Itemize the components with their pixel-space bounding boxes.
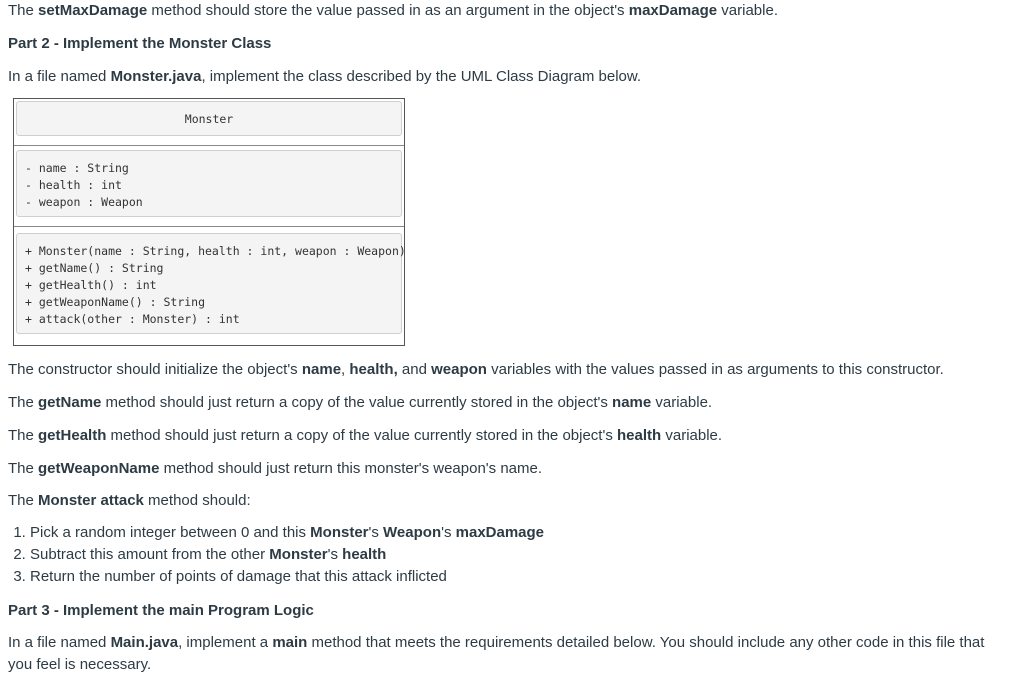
- text: 's: [441, 524, 456, 541]
- text: The: [8, 427, 39, 444]
- text-bold: name: [301, 361, 342, 378]
- text-bold: Weapon: [383, 524, 442, 541]
- uml-method: + attack(other : Monster) : int: [25, 312, 240, 326]
- text-bold: maxDamage: [628, 2, 718, 19]
- uml-methods: [16, 233, 406, 334]
- uml-class-diagram: [13, 98, 405, 346]
- text: ,: [341, 361, 350, 378]
- text: Pick a random integer between 0 and this: [30, 524, 311, 541]
- text-bold: main: [272, 634, 308, 651]
- text: variable.: [661, 427, 723, 444]
- monster-file-paragraph: [8, 66, 641, 88]
- list-item: [30, 566, 544, 588]
- uml-method: + getHealth() : int: [25, 278, 157, 292]
- uml-method: + getName() : String: [25, 261, 164, 275]
- getweaponname-paragraph: [8, 458, 542, 480]
- part3-heading: Part 3 - Implement the main Program Logic: [8, 602, 314, 619]
- text: The constructor should initialize the object's: [8, 361, 302, 378]
- text-bold: weapon: [431, 361, 487, 378]
- text: method that meets the requirements detailed below. You should include any other code in this file that you feel is necessary.: [8, 634, 985, 673]
- uml-class-name: Monster: [16, 101, 402, 136]
- text: method should just return a copy of the value currently stored in the object's: [101, 394, 613, 411]
- text: In a file named: [8, 68, 111, 85]
- text: variables with the values passed in as arguments to this constructor.: [486, 361, 944, 378]
- text-bold: health: [617, 427, 662, 444]
- uml-method: + Monster(name : String, health : int, weapon : Weapon): [25, 244, 406, 258]
- text: variable.: [651, 394, 713, 411]
- text-bold: name: [612, 394, 652, 411]
- attack-steps-list: [8, 522, 544, 588]
- text: and: [397, 361, 432, 378]
- text: The: [8, 2, 39, 19]
- constructor-paragraph: [8, 359, 944, 381]
- uml-attribute: - weapon : Weapon: [25, 195, 143, 209]
- uml-divider: [14, 145, 404, 146]
- text-bold: maxDamage: [455, 524, 545, 541]
- text-bold: getName: [38, 394, 102, 411]
- text: 's: [327, 546, 343, 563]
- text-bold: Monster: [310, 524, 369, 541]
- text: method should just return a copy of the value currently stored in the object's: [106, 427, 618, 444]
- text-bold: Main.java: [110, 634, 179, 651]
- list-item: [30, 544, 544, 566]
- gethealth-paragraph: [8, 425, 722, 447]
- uml-attribute: - health : int: [25, 178, 122, 192]
- text: variable.: [717, 2, 778, 19]
- text: Return the number of points of damage that this attack inflicted: [30, 568, 447, 585]
- text: 's: [368, 524, 384, 541]
- list-item: [30, 522, 544, 544]
- text-bold: Monster attack: [38, 492, 144, 509]
- text-bold: getHealth: [38, 427, 107, 444]
- text-bold: getWeaponName: [38, 460, 160, 477]
- text: The: [8, 394, 39, 411]
- text-bold: Monster.java: [110, 68, 202, 85]
- text-bold: health,: [349, 361, 398, 378]
- text: The: [8, 460, 39, 477]
- uml-attribute: - name : String: [25, 161, 129, 175]
- getname-paragraph: [8, 392, 712, 414]
- text: The: [8, 492, 39, 509]
- text: , implement a: [178, 634, 273, 651]
- text: method should just return this monster's weapon's name.: [159, 460, 543, 477]
- uml-divider: [14, 226, 404, 227]
- text-bold: Monster: [269, 546, 328, 563]
- text: Subtract this amount from the other: [30, 546, 270, 563]
- uml-method: + getWeaponName() : String: [25, 295, 206, 309]
- main-file-paragraph: [8, 632, 998, 676]
- text: method should:: [143, 492, 251, 509]
- text: , implement the class described by the UML Class Diagram below.: [201, 68, 642, 85]
- text-bold: health: [342, 546, 387, 563]
- setmaxdamage-paragraph: [8, 0, 778, 22]
- text: In a file named: [8, 634, 111, 651]
- attack-paragraph: [8, 490, 251, 512]
- uml-attributes: [16, 150, 402, 217]
- part2-heading: Part 2 - Implement the Monster Class: [8, 35, 272, 52]
- text: method should store the value passed in as an argument in the object's: [147, 2, 629, 19]
- text-bold: setMaxDamage: [38, 2, 148, 19]
